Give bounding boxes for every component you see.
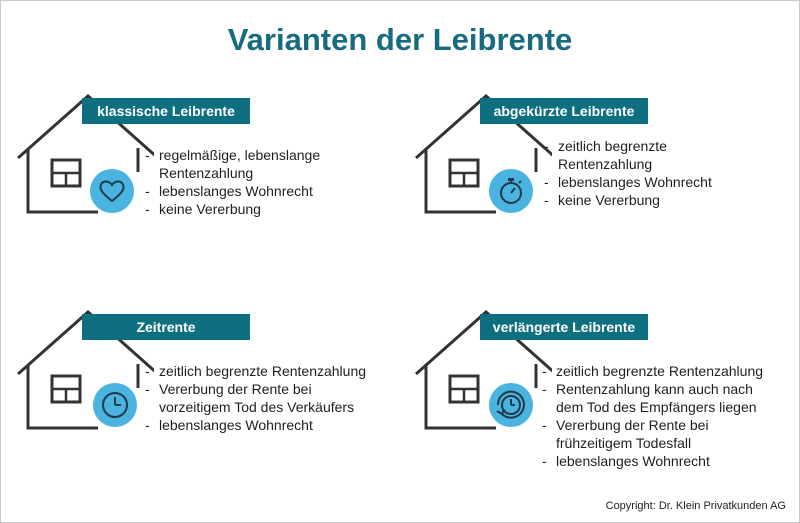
bullet-item: - lebenslanges Wohnrecht (145, 416, 375, 434)
bullet-item: - keine Vererbung (145, 200, 345, 218)
bullet-item: - Vererbung der Rente bei vorzeitigem Tod des Verkäufers (145, 380, 375, 416)
variant-bullets (542, 362, 782, 470)
bullet-item: - keine Vererbung (544, 191, 744, 209)
variant-label: verlängerte Leibrente (480, 314, 648, 340)
bullet-item: - Rentenzahlung kann auch nach dem Tod des Empfängers liegen (542, 380, 782, 416)
variant-label: klassische Leibrente (82, 98, 250, 124)
bullet-item: - Vererbung der Rente bei frühzeitigem Todesfall (542, 416, 782, 452)
bullet-item: - regelmäßige, lebenslange Rentenzahlung (145, 146, 345, 182)
variant-label: Zeitrente (82, 314, 250, 340)
bullet-item: - lebenslanges Wohnrecht (145, 182, 345, 200)
stopwatch-icon (488, 168, 534, 214)
page-title: Varianten der Leibrente (227, 22, 573, 57)
bullet-item: - zeitlich begrenzte Rentenzahlung (542, 362, 782, 380)
variant-bullets (145, 146, 345, 218)
variant-panel-verlaengerte (412, 308, 792, 508)
bullet-item: - lebenslanges Wohnrecht (544, 173, 744, 191)
variant-label: abgekürzte Leibrente (480, 98, 648, 124)
heart-icon (89, 168, 135, 214)
variant-bullets (145, 362, 375, 434)
clock-icon (92, 382, 138, 428)
clock-refresh-icon (488, 382, 534, 428)
variant-panel-abgekuerzte (412, 92, 792, 292)
variant-panel-klassische (14, 92, 394, 292)
bullet-item: - lebenslanges Wohnrecht (542, 452, 782, 470)
bullet-item: - zeitlich begrenzte Rentenzahlung (145, 362, 375, 380)
copyright-note: Copyright: Dr. Klein Privatkunden AG (605, 500, 786, 512)
variant-panel-zeitrente (14, 308, 394, 508)
variant-bullets (544, 137, 744, 209)
bullet-item: - zeitlich begrenzte Rentenzahlung (544, 137, 744, 173)
